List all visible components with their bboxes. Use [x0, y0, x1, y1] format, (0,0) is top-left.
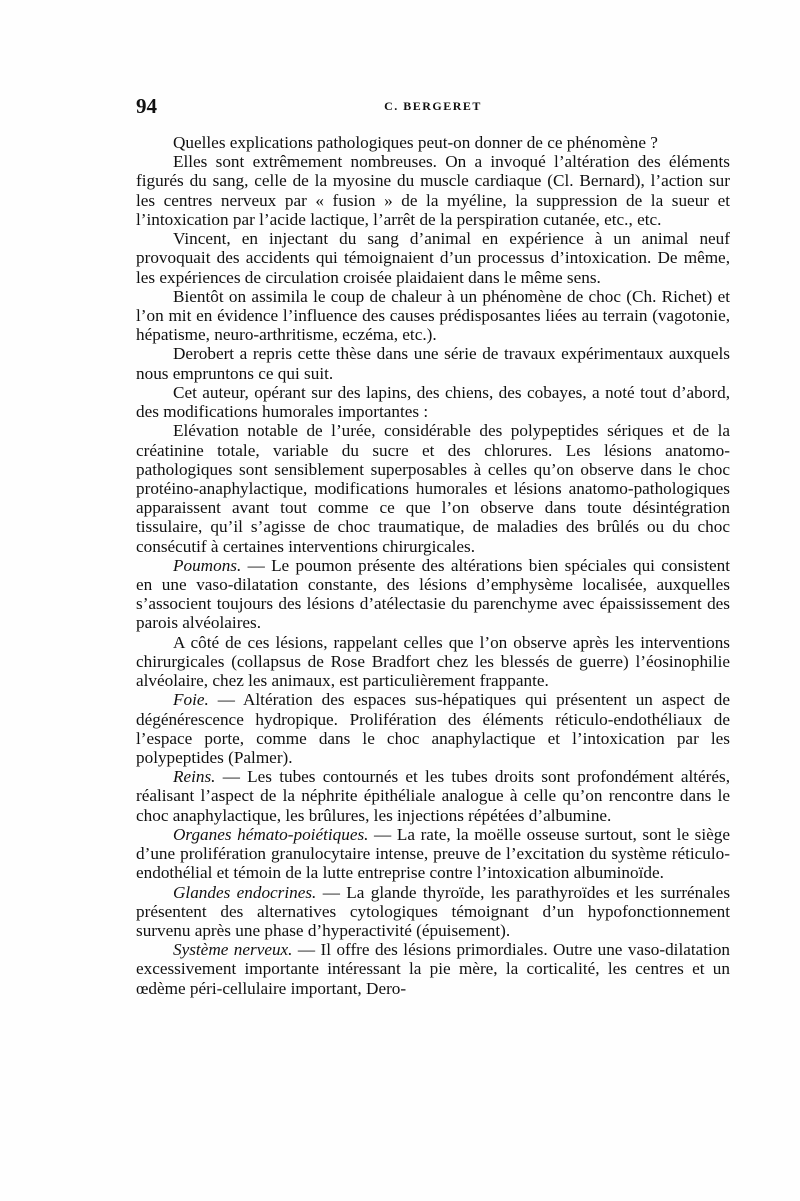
page-number: 94 [136, 94, 157, 118]
paragraph [136, 133, 730, 152]
paragraph-glandes [136, 883, 730, 941]
paragraph-text: — Les tubes contournés et les tubes droits sont profondément altérés, réalisant l’aspect de la néphrite épithéliale analogue à celle qu’on rencontre dans le choc anaphylactique, les brûlures, les injections répétées d’albumine. [136, 767, 730, 825]
paragraph-text: Elles sont extrêmement nombreuses. On a invoqué l’altération des éléments figurés du sang, celle de la myosine du muscle cardiaque (Cl. Bernard), l’action sur les centres nerveux par « fusion » de la myéline, la suppression de la sueur et l’intoxication par l’acide lactique, l’arrêt de la perspiration cutanée, etc., etc. [136, 152, 730, 229]
paragraph [136, 344, 730, 382]
paragraph-text: — La rate, la moëlle osseuse surtout, sont le siège d’une prolifération granulocytaire intense, preuve de l’excitation du système réticulo-endothélial et témoin de la lutte entreprise contre l’intoxication albuminoïde. [136, 824, 730, 883]
paragraph-text: Cet auteur, opérant sur des lapins, des chiens, des cobayes, a noté tout d’abord, des modifications humorales importantes : [136, 382, 730, 422]
paragraph [136, 421, 730, 556]
section-heading: Poumons. [173, 555, 242, 575]
paragraph [136, 229, 730, 287]
paragraph-text: A côté de ces lésions, rappelant celles que l’on observe après les interventions chirurgicales (collapsus de Rose Bradfort chez les blessés de guerre) l’éosinophilie alvéolaire, chez les animaux, est particulièrement frappante. [136, 632, 730, 691]
paragraph-text: — Il offre des lésions primordiales. Outre une vaso-dilatation excessivement importante intéressant la pie mère, la corticalité, les centres et un œdème péri-cellulaire important, Dero- [136, 940, 731, 998]
paragraph-systeme [136, 940, 730, 998]
paragraph-text: Vincent, en injectant du sang d’animal en expérience à un animal neuf provoquait des accidents qui témoignaient d’un processus d’intoxication. De même, les expériences de circulation croisée plaidaient dans le même sens. [136, 229, 730, 287]
paragraph [136, 152, 730, 229]
section-heading: Reins. [173, 767, 216, 787]
paragraph-foie [136, 690, 730, 767]
paragraph-text: Elévation notable de l’urée, considérable des polypeptides sériques et de la créatinine totale, variable du sucre et des chlorures. Les lésions anatomo-pathologiques sont sensiblement superposables à celles qu’on observe dans le choc protéino-anaphylactique, modifications humorales et lésions anatomo-pathologiques apparaissent avant tout comme ce que l’on observe dans toute désintégration tissulaire, qu’il s’agisse de choc traumatique, de maladies des brûlés ou du choc consécutif à certaines interventions chirurgicales. [136, 421, 730, 556]
section-heading: Glandes endocrines. [173, 882, 317, 902]
section-heading: Foie. [173, 690, 209, 710]
paragraph-organes [136, 825, 730, 883]
paragraph [136, 633, 730, 691]
paragraph [136, 287, 730, 345]
running-head-author: C. BERGERET [384, 99, 482, 113]
paragraph-text: — La glande thyroïde, les parathyroïdes et les surrénales présentent des alternatives cytologiques témoignant d’un hypofonctionnement survenu après une phase d’hyperactivité (épuisement). [136, 882, 731, 940]
paragraph-text: — Le poumon présente des altérations bien spéciales qui consistent en une vaso-dilatation constante, des lésions d’emphysème localisée, auxquelles s’associent toujours des lésions d’atélectasie du parenchyme avec épaississement des parois alvéolaires. [136, 555, 730, 633]
section-heading: Organes hémato-poiétiques. [173, 824, 369, 844]
body-text [136, 133, 730, 998]
paragraph-poumons [136, 556, 730, 633]
paragraph-reins [136, 767, 730, 825]
paragraph-text: Bientôt on assimila le coup de chaleur à un phénomène de choc (Ch. Richet) et l’on mit en évidence l’influence des causes prédisposantes liées au terrain (vagotonie, hépatisme, neuro-arthritisme, eczéma, etc.). [136, 286, 730, 345]
paragraph [136, 383, 730, 421]
paragraph-text: Quelles explications pathologiques peut-on donner de ce phénomène ? [173, 133, 658, 152]
paragraph-text: Derobert a repris cette thèse dans une série de travaux expérimentaux auxquels nous empruntons ce qui suit. [136, 344, 730, 383]
paragraph-text: — Altération des espaces sus-hépatiques qui présentent un aspect de dégénérescence hydropique. Prolifération des éléments réticulo-endothéliaux de l’espace porte, comme dans le choc anaphylactique et l’intoxication par les polypeptides (Palmer). [136, 690, 730, 767]
page-header [136, 94, 730, 118]
section-heading: Système nerveux. [173, 940, 293, 960]
